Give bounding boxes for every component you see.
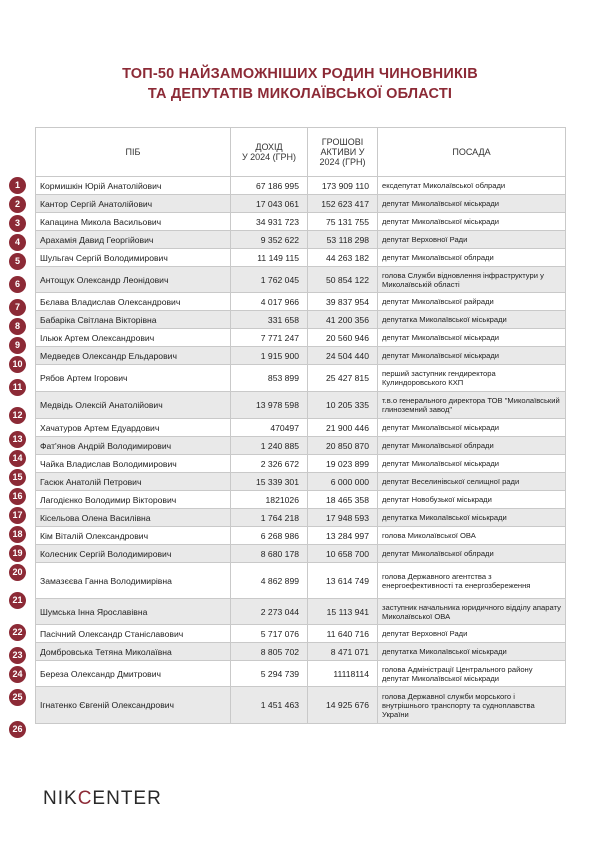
table-row xyxy=(36,293,566,311)
position-cell: голова Адміністрації Центрального району депутат Миколаївської міськради xyxy=(378,661,566,687)
header-income-line-2: У 2024 (ГРН) xyxy=(241,152,297,162)
assets-cell: 53 118 298 xyxy=(308,231,378,249)
income-cell: 853 899 xyxy=(231,365,308,392)
assets-cell: 8 471 071 xyxy=(308,643,378,661)
table-row xyxy=(36,365,566,392)
name-cell: Ільюк Артем Олександрович xyxy=(36,329,231,347)
income-cell: 1821026 xyxy=(231,491,308,509)
name-cell: Шумська Інна Ярославівна xyxy=(36,599,231,625)
table-row xyxy=(36,177,566,195)
position-cell: депутат Веселинівської селищної ради xyxy=(378,473,566,491)
name-cell: Ігнатенко Євгеній Олександрович xyxy=(36,687,231,724)
table-row xyxy=(36,625,566,643)
table-row xyxy=(36,563,566,599)
rank-badge: 1 xyxy=(9,177,26,194)
table-row xyxy=(36,311,566,329)
name-cell: Бєлава Владислав Олександрович xyxy=(36,293,231,311)
title-line-1: ТОП-50 НАЙЗАМОЖНІШИХ РОДИН ЧИНОВНИКІВ xyxy=(122,66,478,82)
assets-cell: 21 900 446 xyxy=(308,419,378,437)
assets-cell: 24 504 440 xyxy=(308,347,378,365)
income-cell: 1 451 463 xyxy=(231,687,308,724)
rank-badge: 7 xyxy=(9,299,26,316)
assets-cell: 10 205 335 xyxy=(308,392,378,419)
table-row xyxy=(36,437,566,455)
header-income-line-1: ДОХІД xyxy=(255,142,283,152)
name-cell: Лагодієнко Володимир Вікторович xyxy=(36,491,231,509)
assets-cell: 6 000 000 xyxy=(308,473,378,491)
position-cell: депутат Миколаївської міськради xyxy=(378,347,566,365)
position-cell: ексдепутат Миколаївської облради xyxy=(378,177,566,195)
rank-badge: 15 xyxy=(9,469,26,486)
rank-badge: 20 xyxy=(9,564,26,581)
income-cell: 5 717 076 xyxy=(231,625,308,643)
assets-cell: 20 850 870 xyxy=(308,437,378,455)
name-cell: Кормишкін Юрій Анатолійович xyxy=(36,177,231,195)
income-cell: 2 326 672 xyxy=(231,455,308,473)
name-cell: Хачатуров Артем Едуардович xyxy=(36,419,231,437)
position-cell: депутат Верховної Ради xyxy=(378,231,566,249)
assets-cell: 11 640 716 xyxy=(308,625,378,643)
table-row xyxy=(36,419,566,437)
name-cell: Медвідь Олексій Анатолійович xyxy=(36,392,231,419)
assets-cell: 10 658 700 xyxy=(308,545,378,563)
name-cell: Фат'янов Андрій Володимирович xyxy=(36,437,231,455)
position-cell: депутат Миколаївської міськради xyxy=(378,195,566,213)
assets-cell: 50 854 122 xyxy=(308,267,378,293)
table-header-row xyxy=(36,128,566,177)
name-cell: Кім Віталій Олександрович xyxy=(36,527,231,545)
rank-badge: 24 xyxy=(9,666,26,683)
table-row xyxy=(36,267,566,293)
income-cell: 2 273 044 xyxy=(231,599,308,625)
header-assets-line-1: ГРОШОВІ xyxy=(321,137,364,147)
position-cell: заступник начальника юридичного відділу апарату Миколаївської ОВА xyxy=(378,599,566,625)
rank-badge: 11 xyxy=(9,379,26,396)
rank-badge: 10 xyxy=(9,356,26,373)
income-cell: 4 862 899 xyxy=(231,563,308,599)
table-row xyxy=(36,195,566,213)
header-position: ПОСАДА xyxy=(378,128,566,177)
position-cell: депутат Миколаївської райради xyxy=(378,293,566,311)
name-cell: Пасічний Олександр Станіславович xyxy=(36,625,231,643)
assets-cell: 17 948 593 xyxy=(308,509,378,527)
officials-table xyxy=(35,127,566,724)
name-cell: Капацина Микола Васильович xyxy=(36,213,231,231)
name-cell: Медведєв Олександр Ельдарович xyxy=(36,347,231,365)
rank-badge: 6 xyxy=(9,276,26,293)
position-cell: голова Державної служби морського і внутрішнього транспорту та судноплавства України xyxy=(378,687,566,724)
position-cell: депутат Миколаївської міськради xyxy=(378,419,566,437)
position-cell: депутат Миколаївської міськради xyxy=(378,455,566,473)
income-cell: 17 043 061 xyxy=(231,195,308,213)
name-cell: Колесник Сергій Володимирович xyxy=(36,545,231,563)
income-cell: 4 017 966 xyxy=(231,293,308,311)
header-assets-line-2: АКТИВИ У xyxy=(320,147,365,157)
income-cell: 1 764 218 xyxy=(231,509,308,527)
table-row xyxy=(36,329,566,347)
income-cell: 5 294 739 xyxy=(231,661,308,687)
rank-badge: 22 xyxy=(9,624,26,641)
name-cell: Береза Олександр Дмитрович xyxy=(36,661,231,687)
name-cell: Домбровська Тетяна Миколаївна xyxy=(36,643,231,661)
rank-badge: 16 xyxy=(9,488,26,505)
assets-cell: 41 200 356 xyxy=(308,311,378,329)
assets-cell: 39 837 954 xyxy=(308,293,378,311)
position-cell: перший заступник гендиректора Кулиндоровського КХП xyxy=(378,365,566,392)
income-cell: 331 658 xyxy=(231,311,308,329)
name-cell: Шульгач Сергій Володимирович xyxy=(36,249,231,267)
header-income xyxy=(231,128,308,177)
name-cell: Чайка Владислав Володимирович xyxy=(36,455,231,473)
income-cell: 1 240 885 xyxy=(231,437,308,455)
table-row xyxy=(36,661,566,687)
table-row xyxy=(36,473,566,491)
name-cell: Антощук Олександр Леонідович xyxy=(36,267,231,293)
rank-badge: 25 xyxy=(9,689,26,706)
income-cell: 8 805 702 xyxy=(231,643,308,661)
rank-badge: 23 xyxy=(9,647,26,664)
rank-badge: 5 xyxy=(9,253,26,270)
income-cell: 15 339 301 xyxy=(231,473,308,491)
position-cell: депутат Миколаївської міськради xyxy=(378,213,566,231)
name-cell: Гасюк Анатолій Петрович xyxy=(36,473,231,491)
position-cell: депутат Миколаївської облради xyxy=(378,249,566,267)
name-cell: Рябов Артем Ігорович xyxy=(36,365,231,392)
position-cell: депутат Новобузької міськради xyxy=(378,491,566,509)
position-cell: депутат Миколаївської облради xyxy=(378,545,566,563)
rank-badge: 19 xyxy=(9,545,26,562)
position-cell: депутат Миколаївської міськради xyxy=(378,329,566,347)
income-cell: 1 762 045 xyxy=(231,267,308,293)
position-cell: депутат Миколаївської облради xyxy=(378,437,566,455)
rank-badge: 2 xyxy=(9,196,26,213)
position-cell: депутат Верховної Ради xyxy=(378,625,566,643)
table-row xyxy=(36,527,566,545)
header-name: ПІБ xyxy=(36,128,231,177)
assets-cell: 13 284 997 xyxy=(308,527,378,545)
position-cell: депутатка Миколаївської міськради xyxy=(378,509,566,527)
table-row xyxy=(36,509,566,527)
position-cell: голова Державного агентства з енергоефективності та енергозбереження xyxy=(378,563,566,599)
table-row xyxy=(36,687,566,724)
rank-badge: 3 xyxy=(9,215,26,232)
assets-cell: 18 465 358 xyxy=(308,491,378,509)
assets-cell: 75 131 755 xyxy=(308,213,378,231)
income-cell: 470497 xyxy=(231,419,308,437)
income-cell: 7 771 247 xyxy=(231,329,308,347)
assets-cell: 44 263 182 xyxy=(308,249,378,267)
assets-cell: 11118114 xyxy=(308,661,378,687)
assets-cell: 14 925 676 xyxy=(308,687,378,724)
rank-badge: 4 xyxy=(9,234,26,251)
assets-cell: 25 427 815 xyxy=(308,365,378,392)
rank-badge: 12 xyxy=(9,407,26,424)
table-row xyxy=(36,643,566,661)
page-title xyxy=(0,64,600,104)
income-cell: 1 915 900 xyxy=(231,347,308,365)
header-assets-line-3: 2024 (ГРН) xyxy=(319,157,366,167)
logo-part-2: C xyxy=(77,788,93,809)
name-cell: Арахамія Давид Георгійович xyxy=(36,231,231,249)
income-cell: 9 352 622 xyxy=(231,231,308,249)
income-cell: 8 680 178 xyxy=(231,545,308,563)
name-cell: Бабарікa Світлана Вікторівна xyxy=(36,311,231,329)
table-row xyxy=(36,249,566,267)
income-cell: 11 149 115 xyxy=(231,249,308,267)
table-row xyxy=(36,231,566,249)
rank-badge: 18 xyxy=(9,526,26,543)
logo-part-3: ENTER xyxy=(92,788,162,809)
income-cell: 13 978 598 xyxy=(231,392,308,419)
table-row xyxy=(36,491,566,509)
position-cell: голова Миколаївської ОВА xyxy=(378,527,566,545)
rank-badge: 9 xyxy=(9,337,26,354)
assets-cell: 19 023 899 xyxy=(308,455,378,473)
table-row xyxy=(36,455,566,473)
table-row xyxy=(36,392,566,419)
position-cell: депутатка Миколаївської міськради xyxy=(378,311,566,329)
name-cell: Кісельова Олена Василівна xyxy=(36,509,231,527)
assets-cell: 152 623 417 xyxy=(308,195,378,213)
income-cell: 6 268 986 xyxy=(231,527,308,545)
table-row xyxy=(36,347,566,365)
rank-badge: 8 xyxy=(9,318,26,335)
rank-badge: 14 xyxy=(9,450,26,467)
rank-badge: 26 xyxy=(9,721,26,738)
position-cell: депутатка Миколаївської міськради xyxy=(378,643,566,661)
table-row xyxy=(36,545,566,563)
nikcenter-logo xyxy=(43,788,162,810)
assets-cell: 13 614 749 xyxy=(308,563,378,599)
table-row xyxy=(36,213,566,231)
name-cell: Замазєєва Ганна Володимирівна xyxy=(36,563,231,599)
name-cell: Кантор Сергій Анатолійович xyxy=(36,195,231,213)
income-cell: 67 186 995 xyxy=(231,177,308,195)
title-line-2: ТА ДЕПУТАТІВ МИКОЛАЇВСЬКОЇ ОБЛАСТІ xyxy=(147,86,453,102)
income-cell: 34 931 723 xyxy=(231,213,308,231)
rank-badge: 17 xyxy=(9,507,26,524)
table-row xyxy=(36,599,566,625)
rank-badge: 13 xyxy=(9,431,26,448)
header-assets xyxy=(308,128,378,177)
assets-cell: 173 909 110 xyxy=(308,177,378,195)
rank-badge: 21 xyxy=(9,592,26,609)
logo-part-1: NIK xyxy=(43,788,78,809)
position-cell: т.в.о генерального директора ТОВ "Миколаївський глиноземний завод" xyxy=(378,392,566,419)
assets-cell: 15 113 941 xyxy=(308,599,378,625)
position-cell: голова Служби відновлення інфраструктури у Миколаївській області xyxy=(378,267,566,293)
assets-cell: 20 560 946 xyxy=(308,329,378,347)
